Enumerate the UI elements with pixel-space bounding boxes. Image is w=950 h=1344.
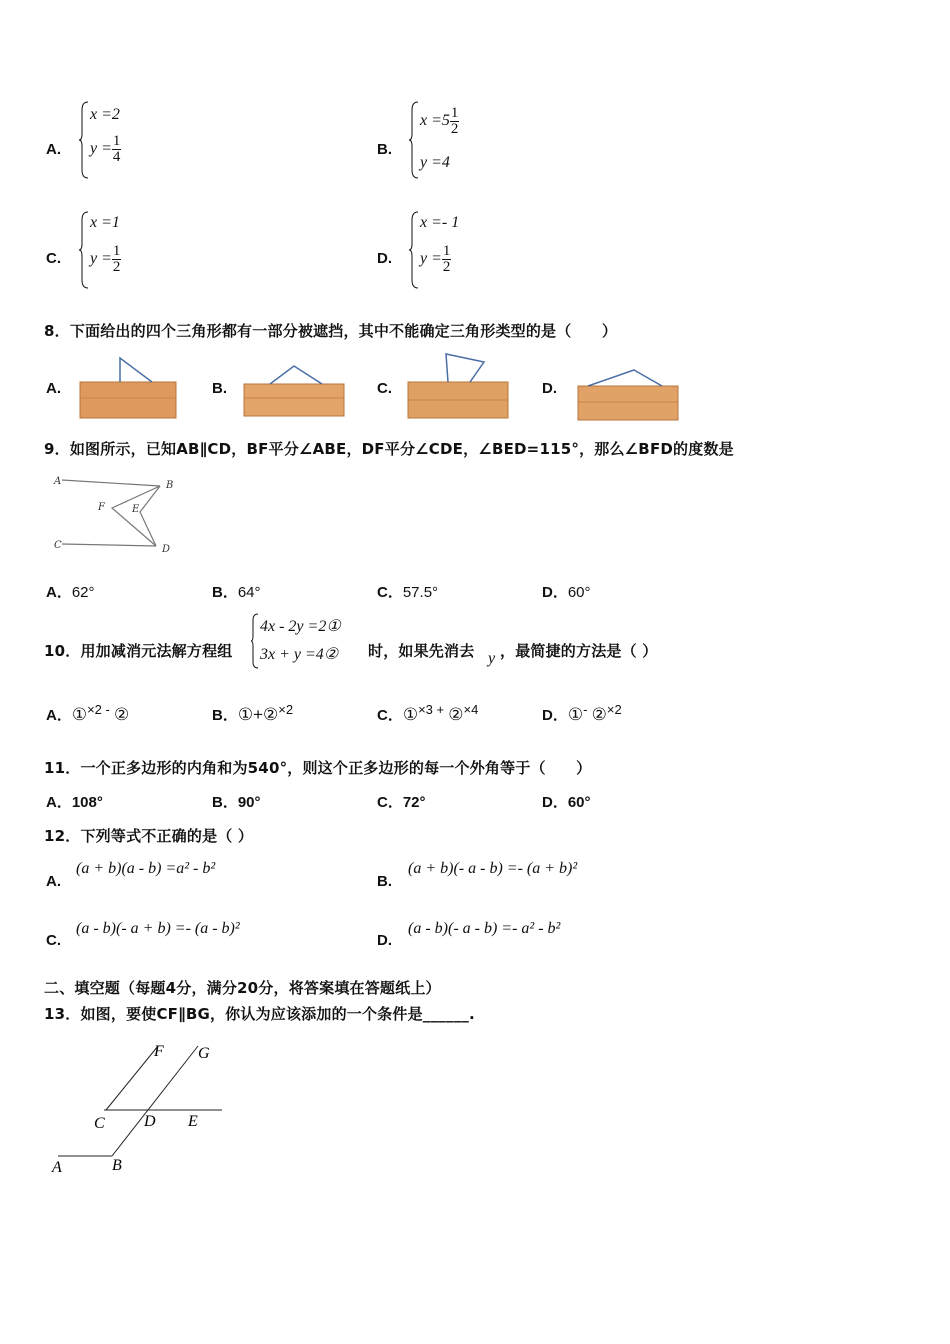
q12-option-b-label: B. [377,873,392,890]
label-c: C [54,540,62,551]
frac-num: 1 [442,243,451,259]
equation-system-a [78,100,168,180]
eq-y-pre: y = [420,250,442,268]
opt-label: B． [212,584,238,601]
opt-label: C． [377,584,403,601]
option-label-c: C. [46,250,61,267]
opt-label: D． [542,584,568,601]
eq1: 4x - 2y =2① [260,618,341,635]
eq-y: y =4 [420,154,450,171]
q10-option-a [46,702,129,725]
section-2-heading: 二、填空题（每题4分，满分20分，将答案填在答题纸上） [44,979,441,997]
brace-icon [78,210,90,290]
question-11: 11．一个正多边形的内角和为540°，则这个正多边形的每一个外角等于（ ） [44,759,592,777]
opt-label: A． [46,584,72,601]
opt-sb: ×2 [606,702,622,717]
option-label-b: B. [377,141,392,158]
opt-label: A． [46,707,72,724]
q12-option-a-label: A. [46,873,61,890]
q8-option-b: B. [212,380,227,397]
brace-icon [408,210,420,290]
opt-value: 64° [237,584,261,601]
eq-x: x =2 [90,106,120,123]
equation-system-b [408,100,498,180]
triangle-figure-b [242,352,346,422]
variable-y: y [488,650,496,667]
label-d: D [144,1113,156,1130]
q8-option-a: A. [46,380,61,397]
opt-label: B． [212,794,238,811]
q12-option-a-expr: (a + b)(a - b) =a² - b² [76,860,216,877]
q12-option-d-label: D. [377,932,392,949]
label-c: C [94,1115,105,1132]
opt-value: 60° [567,584,591,601]
label-g: G [198,1045,210,1062]
label-a: A [52,1159,62,1176]
parallel-lines-figure-q13 [46,1036,236,1182]
q11-option-b [212,791,261,812]
option-label-d: D. [377,250,392,267]
frac-num: 1 [112,243,121,259]
opt-label: A． [46,794,72,811]
eq-x: x =1 [90,214,120,231]
label-e: E [188,1113,198,1130]
label-f: F [154,1043,164,1060]
opt-value: 108° [71,794,103,811]
q10-option-d [542,702,622,725]
q12-option-c-expr: (a - b)(- a + b) =- (a - b)² [76,920,240,937]
q12-option-d-expr: (a - b)(- a - b) =- a² - b² [408,920,561,937]
opt-sa: ×2 - [87,702,110,717]
q9-option-c [377,581,438,602]
opt-value: 57.5° [402,584,439,601]
eq-y [90,134,121,165]
frac-den: 2 [112,259,121,275]
option-label-a: A. [46,141,61,158]
label-d: D [162,544,171,555]
q8-option-c: C. [377,380,392,397]
q8-option-d: D. [542,380,557,397]
eq2: 3x + y =4② [260,646,339,663]
opt-a: ① [402,705,419,724]
question-9: 9．如图所示，已知AB∥CD，BF平分∠ABE，DF平分∠CDE，∠BED=115°，那么∠BFD的度数是 [44,440,734,458]
opt-value: 60° [567,794,591,811]
frac-num: 1 [450,105,459,121]
brace-icon [250,612,260,670]
opt-a: ① [71,705,88,724]
label-b: B [166,480,174,491]
opt-b: ② [591,705,607,724]
q11-option-c [377,791,426,812]
q9-option-d [542,581,591,602]
opt-value: 90° [237,794,261,811]
triangle-figure-d [576,356,680,424]
opt-b: ② [114,705,130,724]
opt-b: ② [448,705,464,724]
triangle-figure-c [406,350,510,422]
frac-den: 2 [442,259,451,275]
q9-option-a [46,581,95,602]
eq-x: x =- 1 [420,214,460,231]
opt-a: ①+② [237,705,279,724]
eq-y [90,244,121,275]
equation-system-d [408,210,498,290]
eq-y [420,244,451,275]
q11-option-a [46,791,103,812]
question-8: 8．下面给出的四个三角形都有一部分被遮挡，其中不能确定三角形类型的是（ ） [44,322,618,340]
opt-label: B． [212,707,238,724]
question-10-post: ，最简捷的方法是（ ） [500,642,658,660]
q9-option-b [212,581,261,602]
opt-label: D． [542,794,568,811]
label-b: B [112,1157,122,1174]
label-a: A [54,476,62,487]
question-10-mid: 时，如果先消去 [368,642,475,660]
eq-x-pre: x =5 [420,112,450,130]
eq-y-pre: y = [90,250,112,268]
eq-x [420,106,459,137]
opt-label: C． [377,707,403,724]
equation-system-q10 [250,612,360,670]
opt-label: D． [542,707,568,724]
opt-sb: ×2 [278,702,294,717]
opt-sa: - [583,702,588,717]
question-12: 12．下列等式不正确的是（ ） [44,827,254,845]
opt-sa: ×3 + [418,702,445,717]
opt-sb: ×4 [463,702,479,717]
equation-system-c [78,210,168,290]
q12-option-b-expr: (a + b)(- a - b) =- (a + b)² [408,860,578,877]
parallel-lines-figure-q9 [50,470,190,560]
opt-value: 72° [402,794,426,811]
q12-option-c-label: C. [46,932,61,949]
brace-icon [78,100,90,180]
q10-option-c [377,702,478,725]
triangle-figure-a [78,352,178,422]
q10-option-b [212,702,293,725]
label-e: E [132,504,140,515]
eq-y-pre: y = [90,140,112,158]
brace-icon [408,100,420,180]
opt-a: ① [567,705,584,724]
opt-label: C． [377,794,403,811]
frac-num: 1 [112,133,121,149]
q11-option-d [542,791,591,812]
question-10-pre: 10．用加减消元法解方程组 [44,642,233,660]
frac-den: 4 [112,149,121,165]
label-f: F [98,502,105,513]
opt-value: 62° [71,584,95,601]
question-13: 13．如图，要使CF∥BG，你认为应该添加的一个条件是______. [44,1005,475,1023]
frac-den: 2 [450,121,459,137]
